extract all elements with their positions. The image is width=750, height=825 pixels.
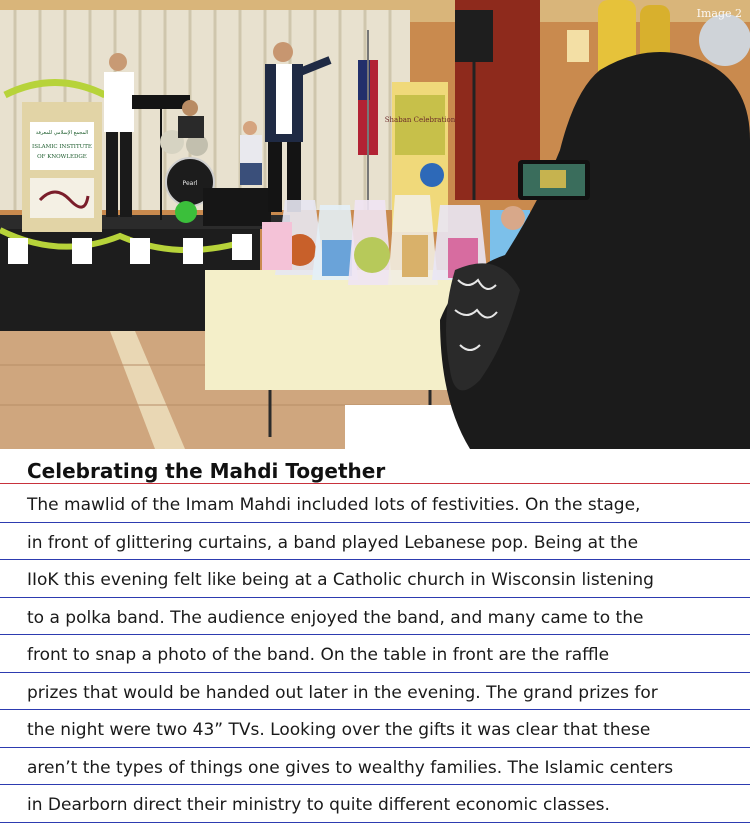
svg-text:OF KNOWLEDGE: OF KNOWLEDGE <box>37 154 87 160</box>
caption-line: front to snap a photo of the band. On the table in front are the raffle <box>27 637 747 675</box>
caption-line: The mawlid of the Imam Mahdi included lots of festivities. On the stage, <box>27 487 747 525</box>
floor-speaker <box>203 188 271 226</box>
title-rule <box>0 483 750 484</box>
caption-line: to a polka band. The audience enjoyed the band, and many came to the <box>27 600 747 638</box>
caption-title: Celebrating the Mahdi Together <box>27 459 386 483</box>
silver-balloon <box>699 14 750 66</box>
caption-line: the night were two 43” TVs. Looking over the gifts it was clear that these <box>27 712 747 750</box>
svg-text:ISLAMIC INSTITUTE: ISLAMIC INSTITUTE <box>32 144 92 150</box>
banner-text: Shaban Celebration <box>384 116 456 124</box>
svg-text:المجمع الإسلامي للمعرفة: المجمع الإسلامي للمعرفة <box>35 130 89 136</box>
pa-speaker <box>455 10 493 62</box>
caption-line: prizes that would be handed out later in the evening. The grand prizes for <box>27 675 747 713</box>
calligraphy-panel <box>30 178 94 218</box>
drum-brand-text: Pearl <box>182 180 198 187</box>
caption-line: in front of glittering curtains, a band played Lebanese pop. Being at the <box>27 525 747 563</box>
caption-section <box>0 449 750 825</box>
green-balloon <box>175 201 197 223</box>
wall-sconce <box>567 30 589 62</box>
image-number-label: Image 2 <box>696 7 742 20</box>
caption-paragraph <box>27 487 747 825</box>
caption-line: in Dearborn direct their ministry to quite different economic classes. <box>27 787 747 825</box>
smartphone <box>518 160 590 200</box>
caption-line: IIoK this evening felt like being at a Catholic church in Wisconsin listening <box>27 562 747 600</box>
caption-line: aren’t the types of things one gives to wealthy families. The Islamic centers <box>27 750 747 788</box>
